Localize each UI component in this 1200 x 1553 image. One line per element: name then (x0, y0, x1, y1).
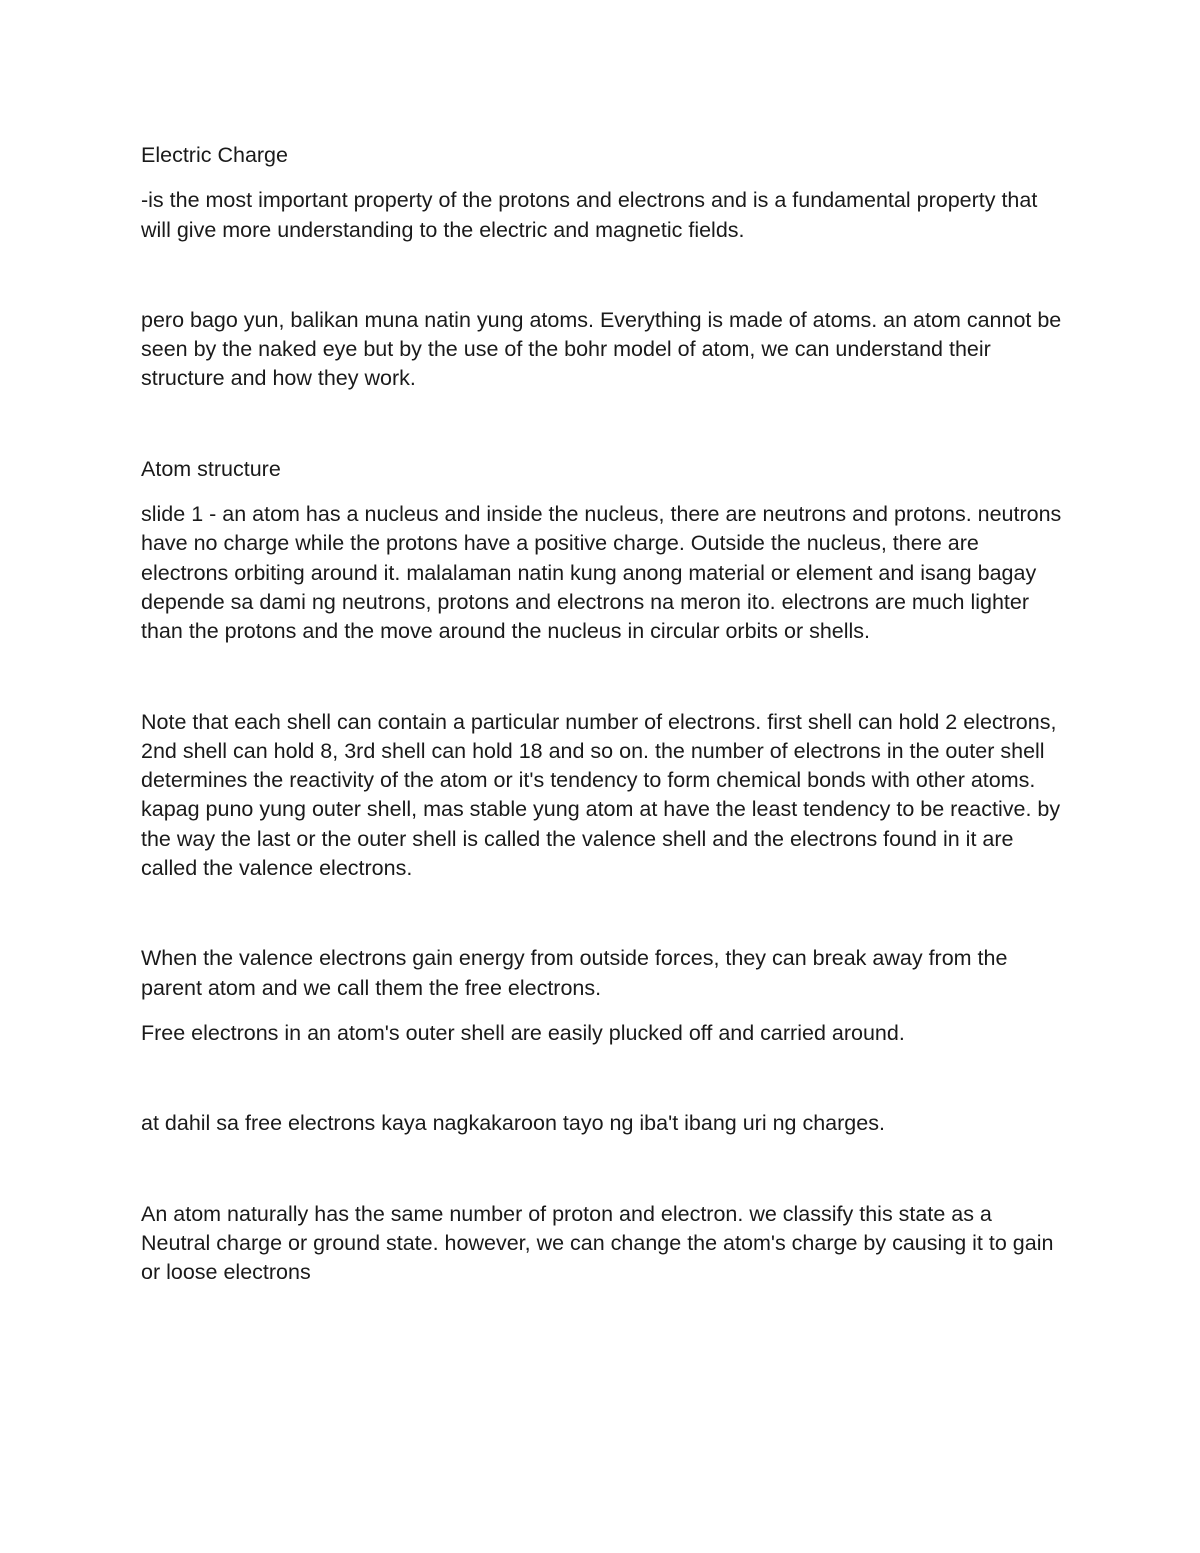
paragraph-valence-electrons: When the valence electrons gain energy from outside forces, they can break away from the parent atom and we call them the free electrons. (141, 946, 1008, 1000)
heading-electric-charge: Electric Charge (141, 143, 288, 167)
paragraph-charges: at dahil sa free electrons kaya nagkakaroon tayo ng iba't ibang uri ng charges. (141, 1111, 885, 1136)
paragraph-neutral-state: An atom naturally has the same number of proton and electron. we classify this state as a Neutral charge or ground state. however, we can change the atom's charge by causing it to gain or loose electrons (141, 1201, 1054, 1285)
heading-atom-structure: Atom structure (141, 456, 281, 481)
paragraph-atoms-intro: pero bago yun, balikan muna natin yung atoms. Everything is made of atoms. an atom cannot be seen by the naked eye but by the use of the bohr model of atom, we can understand their structure and how they work. (141, 307, 1062, 391)
paragraph-shells: Note that each shell can contain a particular number of electrons. first shell can hold 2 electrons, 2nd shell can hold 8, 3rd shell can hold 18 and so on. the number of electrons in the outer shell determines the reactivity of the atom or it's tendency to form chemical bonds with other atoms. kapag puno yung outer shell, mas stable yung atom at have the least tendency to be reactive. by the way the last or the outer shell is called the valence shell and the electrons found in it are called the valence electrons. (141, 709, 1061, 881)
paragraph-slide-1: slide 1 - an atom has a nucleus and inside the nucleus, there are neutrons and protons. neutrons have no charge while the protons have a positive charge. Outside the nucleus, there are electrons orbiting around it. malalaman natin kung anong material or element and isang bagay depende sa dami ng neutrons, protons and electrons na meron ito. electrons are much lighter than the protons and the move around the nucleus in circular orbits or shells. (141, 502, 1062, 644)
paragraph-free-electrons: Free electrons in an atom's outer shell are easily plucked off and carried around. (141, 1020, 905, 1045)
document-body (141, 141, 1066, 1287)
paragraph-electric-charge-definition: -is the most important property of the protons and electrons and is a fundamental property that will give more understanding to the electric and magnetic fields. (141, 188, 1038, 242)
